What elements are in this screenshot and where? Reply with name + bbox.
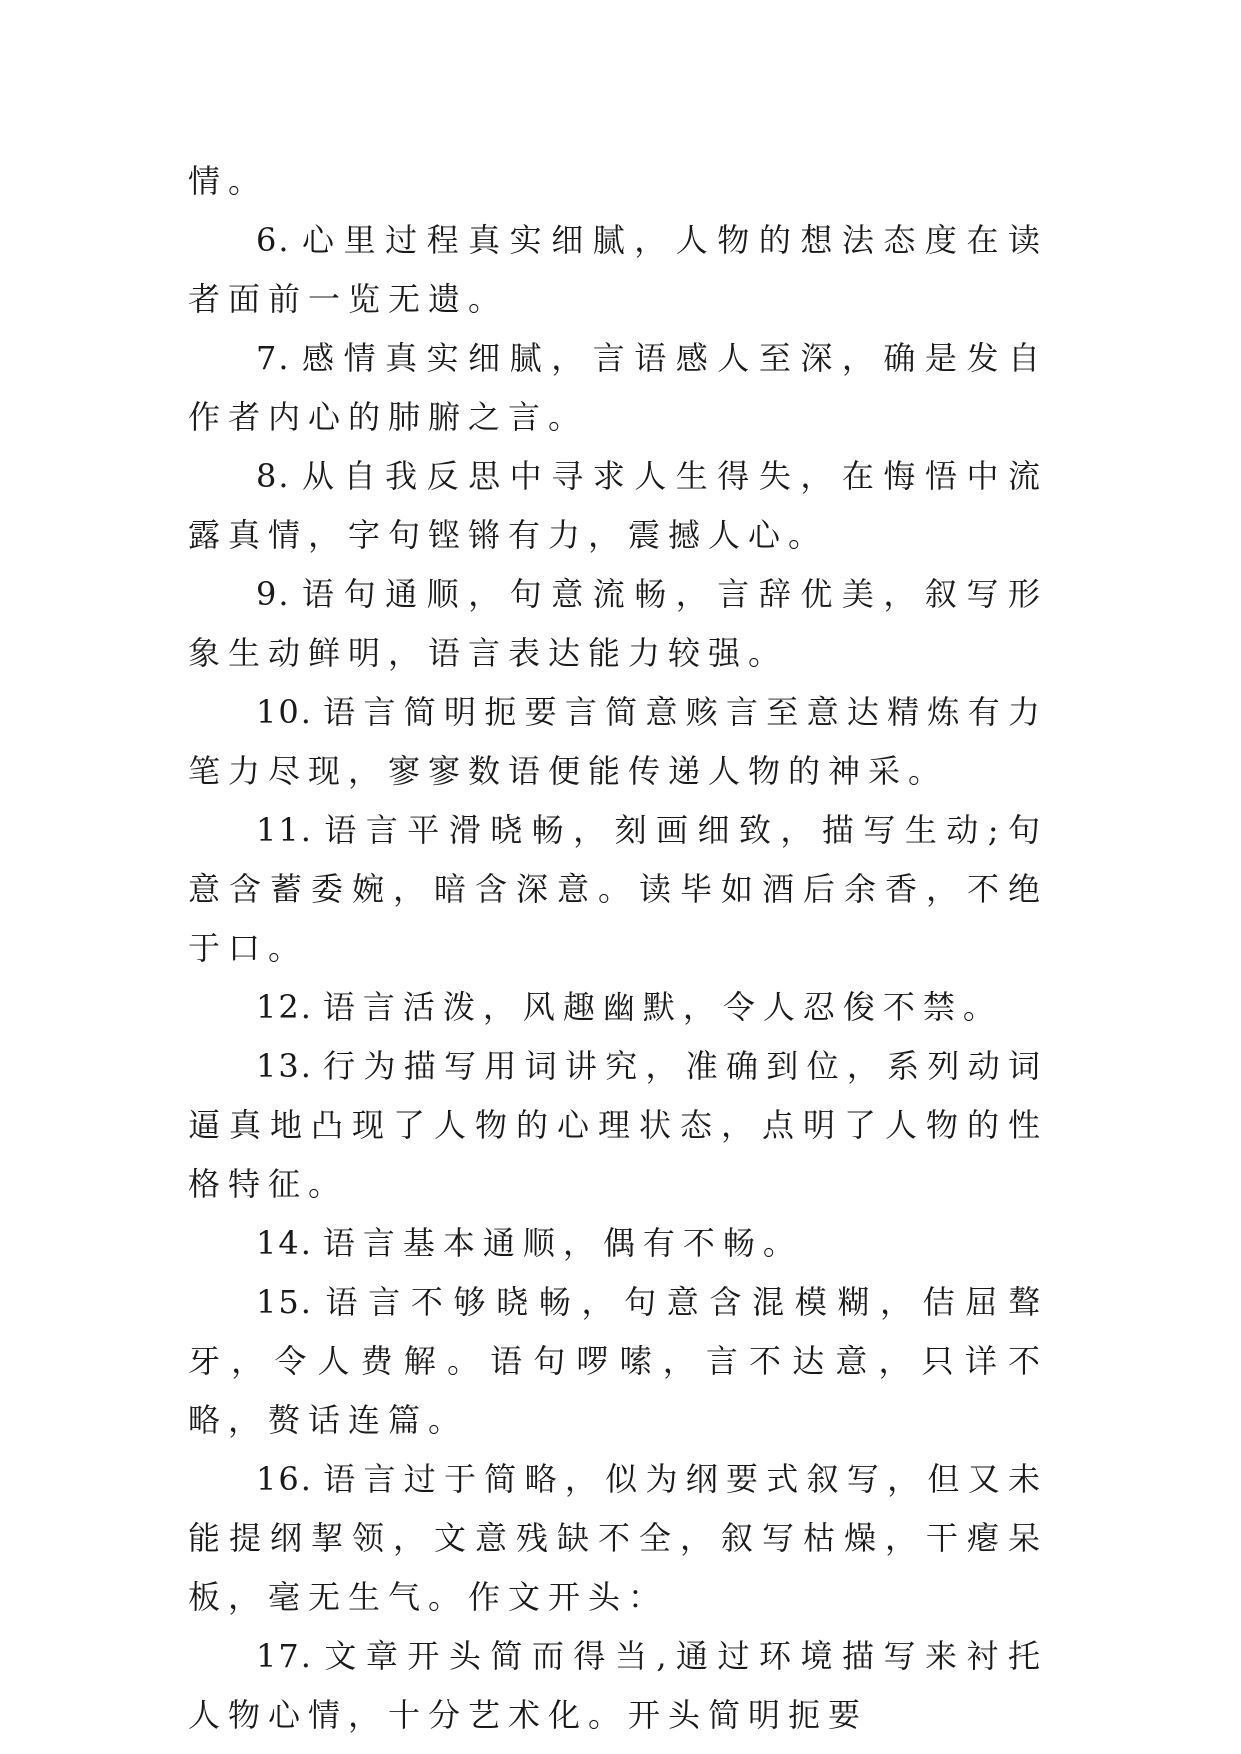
comment-item-13 <box>188 1037 1048 1214</box>
item-number: 17. <box>256 1637 313 1675</box>
comment-item-8 <box>188 447 1048 565</box>
comment-item-14 <box>188 1214 1048 1273</box>
item-text: 语句通顺，句意流畅，言辞优美，叙写形象生动鲜明，语言表达能力较强。 <box>188 575 1048 672</box>
comment-item-6 <box>188 211 1048 329</box>
comment-item-11 <box>188 801 1048 978</box>
comment-item-9 <box>188 565 1048 683</box>
item-number: 14. <box>256 1224 313 1262</box>
item-text: 从自我反思中寻求人生得失，在悔悟中流露真情，字句铿锵有力，震撼人心。 <box>188 457 1048 554</box>
item-text: 心里过程真实细腻，人物的想法态度在读者面前一览无遗。 <box>188 221 1048 318</box>
item-text: 语言简明扼要言简意赅言至意达精炼有力笔力尽现，寥寥数语便能传递人物的神采。 <box>188 693 1048 790</box>
item-number: 12. <box>256 988 313 1026</box>
comment-item-16 <box>188 1450 1048 1627</box>
comment-item-17 <box>188 1627 1048 1745</box>
item-text: 语言平滑晓畅，刻画细致，描写生动;句意含蓄委婉，暗含深意。读毕如酒后余香，不绝于口。 <box>188 811 1048 967</box>
comment-item-12 <box>188 978 1048 1037</box>
comment-item-7 <box>188 329 1048 447</box>
paragraph-text: 情。 <box>188 162 269 200</box>
item-text: 行为描写用词讲究，准确到位，系列动词逼真地凸现了人物的心理状态，点明了人物的性格特征。 <box>188 1047 1048 1203</box>
item-number: 16. <box>256 1460 313 1498</box>
paragraph-continuation <box>188 152 1048 211</box>
comment-item-10 <box>188 683 1048 801</box>
item-text: 语言不够晓畅，句意含混模糊，佶屈聱牙，令人费解。语句啰嗦，言不达意，只详不略，赘话连篇。 <box>188 1283 1048 1439</box>
item-text: 语言过于简略，似为纲要式叙写，但又未能提纲挈领，文意残缺不全，叙写枯燥，干瘪呆板，毫无生气。作文开头： <box>188 1460 1048 1616</box>
item-number: 15. <box>256 1283 313 1321</box>
document-body <box>188 152 1048 1745</box>
item-number: 8. <box>256 457 291 495</box>
item-number: 10. <box>256 693 313 731</box>
item-number: 7. <box>256 339 291 377</box>
item-text: 语言活泼，风趣幽默，令人忍俊不禁。 <box>322 988 1003 1026</box>
item-number: 11. <box>256 811 313 849</box>
item-number: 6. <box>256 221 291 259</box>
item-text: 文章开头简而得当,通过环境描写来衬托人物心情，十分艺术化。开头简明扼要 <box>188 1637 1048 1734</box>
item-number: 9. <box>256 575 291 613</box>
item-text: 感情真实细腻，言语感人至深，确是发自作者内心的肺腑之言。 <box>188 339 1048 436</box>
item-number: 13. <box>256 1047 313 1085</box>
item-text: 语言基本通顺，偶有不畅。 <box>322 1224 803 1262</box>
comment-item-15 <box>188 1273 1048 1450</box>
